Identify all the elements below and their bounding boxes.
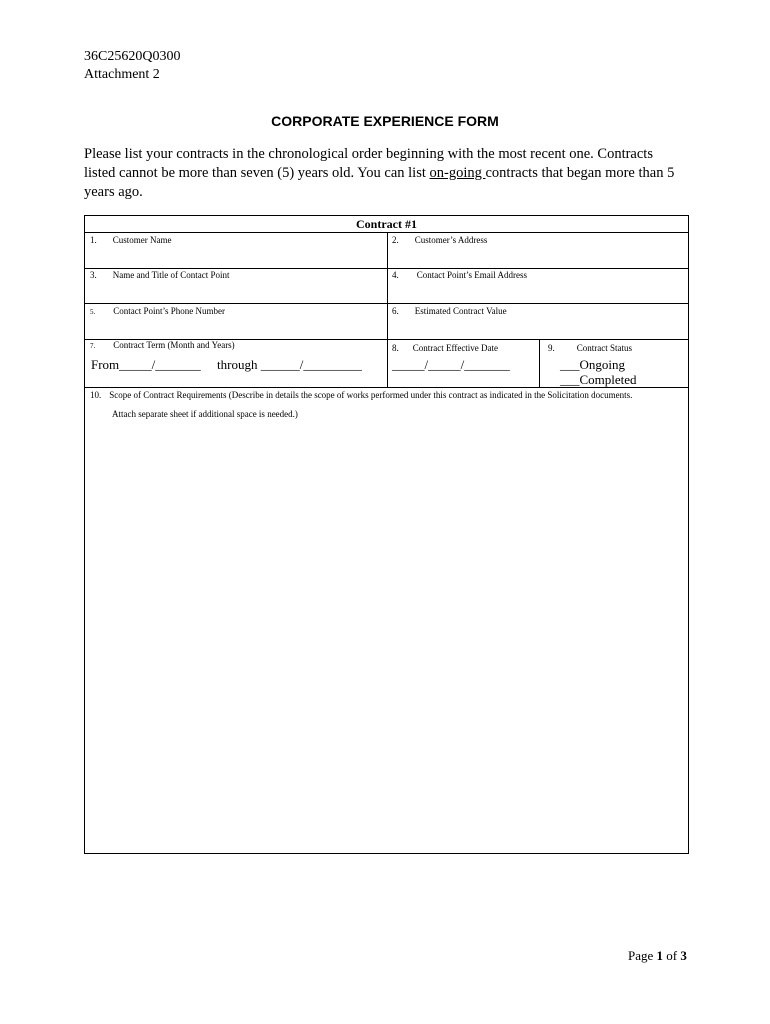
field-label: Scope of Contract Requirements (Describe in details the scope of works performed under this contract as indicated in the Solicitation documents. xyxy=(109,390,633,400)
field-num: 9. xyxy=(548,343,555,353)
field-customer-address[interactable] xyxy=(392,235,487,245)
scope-note: Attach separate sheet if additional space is needed.) xyxy=(112,409,298,419)
term-date-line[interactable]: From_____/_______ through ______/_________ xyxy=(91,357,362,372)
effective-date-line[interactable]: _____/_____/_______ xyxy=(392,357,510,372)
page-label: Page xyxy=(628,948,654,963)
field-contract-status xyxy=(548,343,632,353)
attachment-label: Attachment 2 xyxy=(84,67,160,82)
field-label: Contact Point’s Phone Number xyxy=(113,306,225,316)
divider xyxy=(387,232,388,387)
field-contact-phone[interactable] xyxy=(90,306,225,316)
field-label: Customer Name xyxy=(112,235,172,245)
page-number xyxy=(628,948,687,964)
field-num: 5. xyxy=(90,308,96,316)
field-contact-email[interactable] xyxy=(392,270,527,280)
field-contract-term[interactable] xyxy=(90,340,235,350)
field-label: Contract Effective Date xyxy=(412,343,499,353)
field-label: Contract Status xyxy=(576,343,632,353)
field-label: Name and Title of Contact Point xyxy=(112,270,230,280)
field-label: Customer’s Address xyxy=(414,235,488,245)
intro-text-2: contracts that began more than 5 years ago. xyxy=(84,165,675,200)
form-title: CORPORATE EXPERIENCE FORM xyxy=(271,113,499,129)
field-customer-name[interactable] xyxy=(90,235,172,245)
field-num: 1. xyxy=(90,235,97,245)
contract-heading: Contract #1 xyxy=(356,217,417,231)
current-page: 1 xyxy=(656,948,664,963)
field-contact-name-title[interactable] xyxy=(90,270,230,280)
field-label: Contact Point’s Email Address xyxy=(416,270,527,280)
solicitation-number: 36C25620Q0300 xyxy=(84,49,181,64)
field-num: 10. xyxy=(90,390,102,400)
instructions xyxy=(84,145,684,202)
status-ongoing-option[interactable]: ___Ongoing xyxy=(560,357,625,372)
field-contract-value[interactable] xyxy=(392,306,507,316)
total-pages: 3 xyxy=(680,948,687,963)
field-label: Estimated Contract Value xyxy=(414,306,507,316)
field-num: 8. xyxy=(392,343,399,353)
field-effective-date[interactable] xyxy=(392,343,498,353)
of-label: of xyxy=(666,948,678,963)
field-num: 7. xyxy=(90,342,96,350)
field-num: 6. xyxy=(392,306,399,316)
field-scope[interactable] xyxy=(90,390,632,400)
divider xyxy=(539,339,540,387)
intro-underlined: on-going xyxy=(429,165,486,181)
field-num: 3. xyxy=(90,270,97,280)
status-completed-option[interactable]: ___Completed xyxy=(560,372,637,387)
field-label: Contract Term (Month and Years) xyxy=(113,340,235,350)
field-num: 2. xyxy=(392,235,399,245)
contract-table xyxy=(84,215,689,854)
field-num: 4. xyxy=(392,270,399,280)
intro-text: Please list your contracts in the chronological order beginning with the most recent one. Contracts listed cannot be more than seven (5) years old. You can list xyxy=(84,146,653,181)
